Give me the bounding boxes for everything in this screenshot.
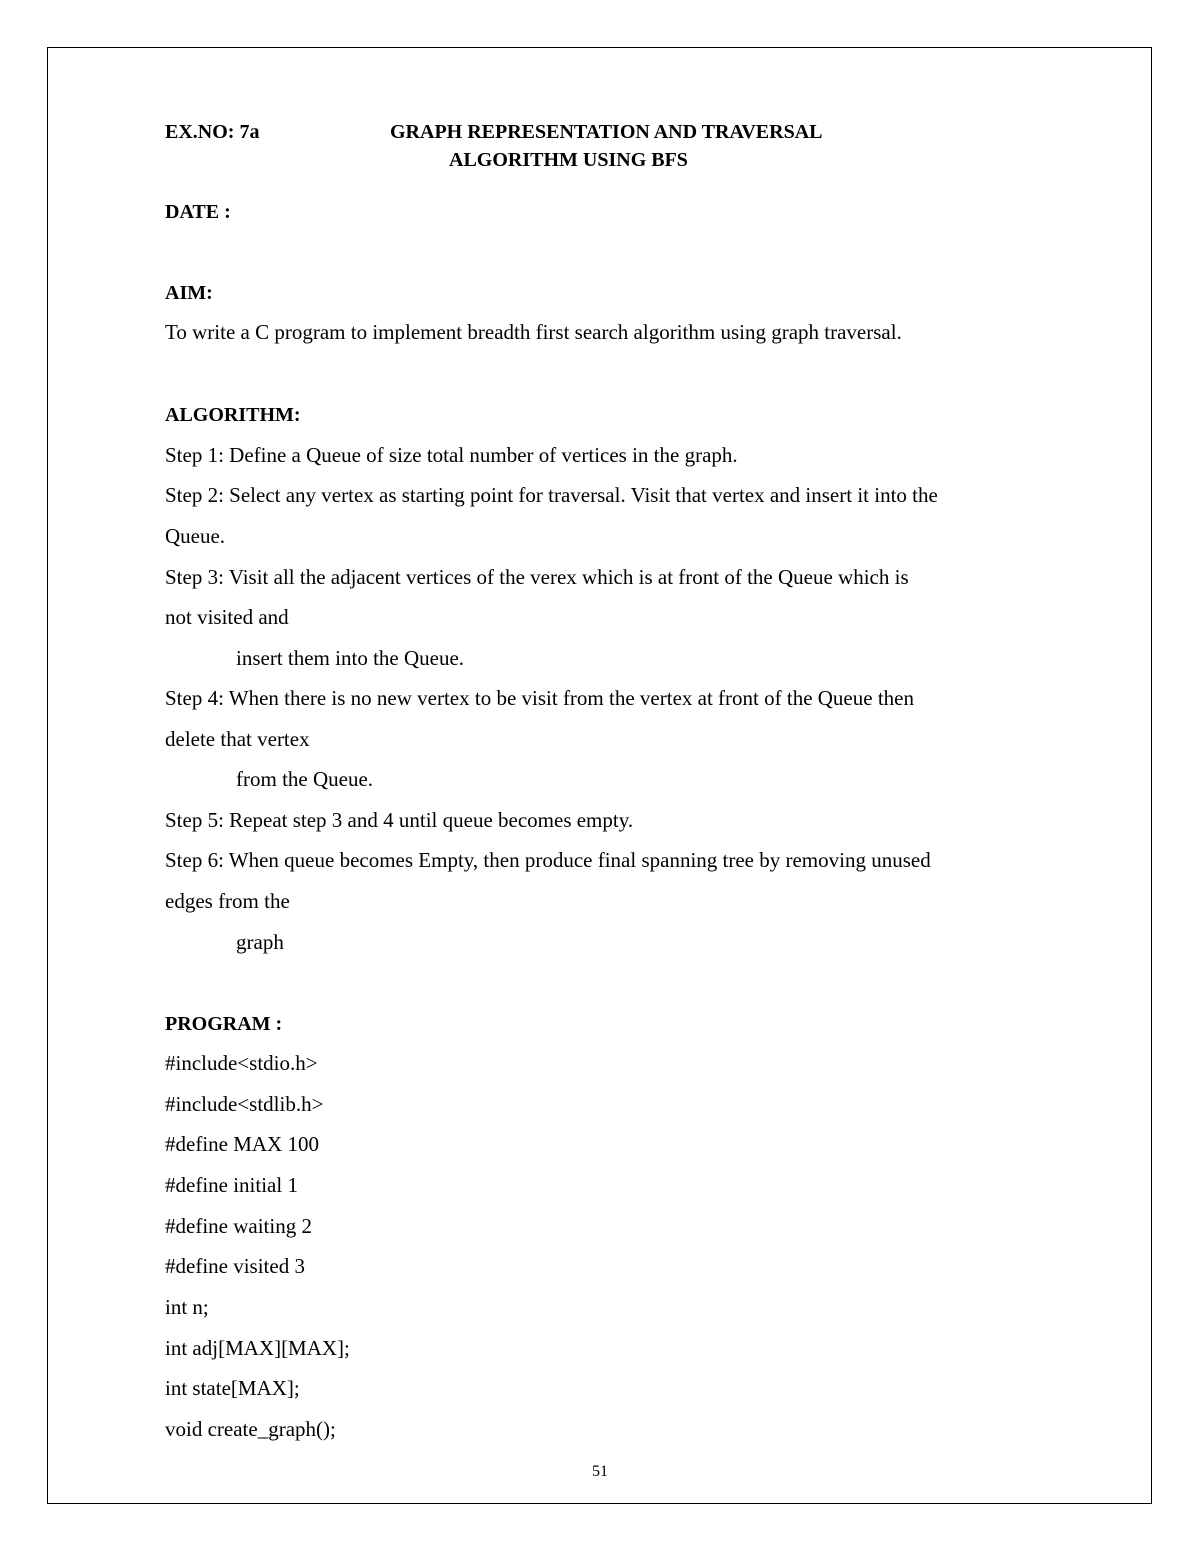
algorithm-line: delete that vertex [165,727,310,751]
code-line: #define initial 1 [165,1173,298,1197]
algorithm-line: Step 4: When there is no new vertex to be visit from the vertex at front of the Queue then [165,686,914,710]
algorithm-heading: ALGORITHM: [165,404,301,426]
document-title-line-2: ALGORITHM USING BFS [449,149,688,171]
page-number: 51 [592,1463,608,1480]
code-line: int adj[MAX][MAX]; [165,1336,350,1360]
algorithm-line: from the Queue. [236,767,374,791]
date-label: DATE : [165,201,231,223]
algorithm-line: Step 3: Visit all the adjacent vertices of the verex which is at front of the Queue which is [165,565,909,589]
algorithm-line: Step 2: Select any vertex as starting point for traversal. Visit that vertex and insert it into the [165,483,938,507]
algorithm-line: insert them into the Queue. [236,646,465,670]
code-line: int n; [165,1295,209,1319]
algorithm-line: Step 1: Define a Queue of size total number of vertices in the graph. [165,443,738,467]
program-heading: PROGRAM : [165,1013,283,1035]
exercise-number: EX.NO: 7a [165,121,260,143]
algorithm-line: graph [236,930,284,954]
code-line: #include<stdlib.h> [165,1092,324,1116]
algorithm-line: not visited and [165,605,289,629]
aim-text: To write a C program to implement breadth first search algorithm using graph traversal. [165,320,902,344]
algorithm-line: edges from the [165,889,290,913]
document-title-line-1: GRAPH REPRESENTATION AND TRAVERSAL [390,121,823,143]
algorithm-line: Step 5: Repeat step 3 and 4 until queue becomes empty. [165,808,634,832]
code-line: #include<stdio.h> [165,1051,318,1075]
aim-heading: AIM: [165,282,213,304]
algorithm-line: Step 6: When queue becomes Empty, then produce final spanning tree by removing unused [165,848,931,872]
code-line: #define visited 3 [165,1254,305,1278]
code-line: int state[MAX]; [165,1376,300,1400]
code-line: void create_graph(); [165,1417,336,1441]
code-line: #define waiting 2 [165,1214,312,1238]
code-line: #define MAX 100 [165,1132,319,1156]
page-border [47,47,1152,1504]
algorithm-line: Queue. [165,524,226,548]
